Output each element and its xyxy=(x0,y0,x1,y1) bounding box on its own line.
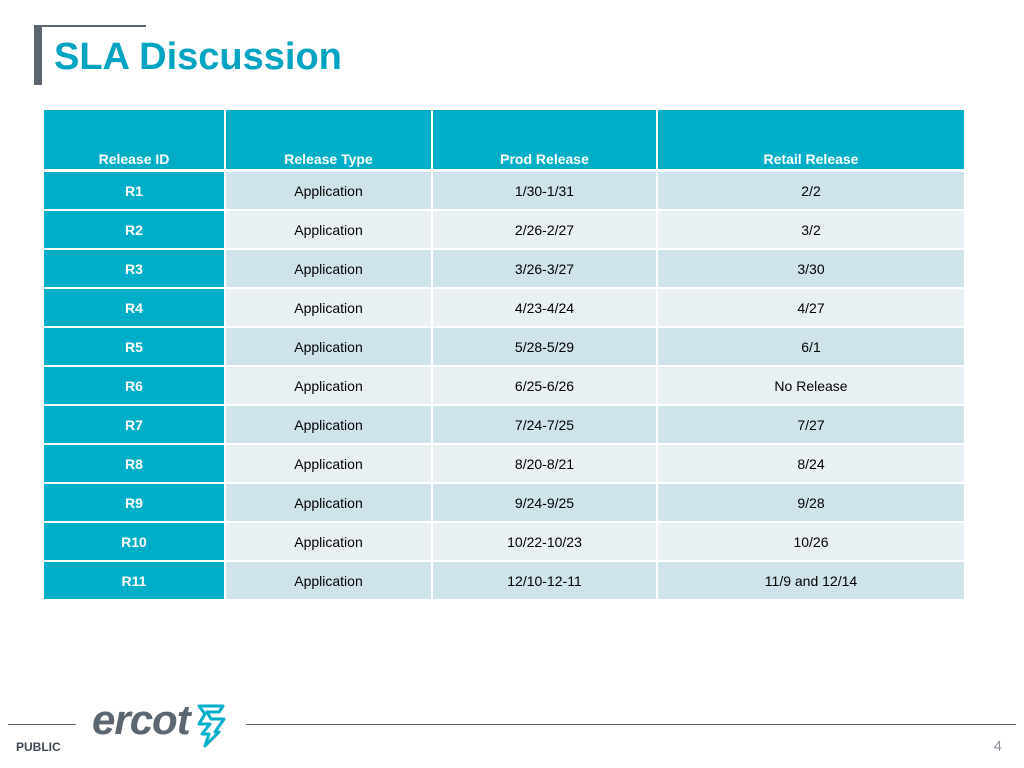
table-row xyxy=(43,483,965,522)
release-id-cell: R9 xyxy=(43,483,225,522)
release-type-cell: Application xyxy=(225,327,432,366)
prod-release-cell: 6/25-6/26 xyxy=(432,366,657,405)
release-type-cell: Application xyxy=(225,522,432,561)
retail-release-cell: 3/2 xyxy=(657,210,965,249)
prod-release-cell: 10/22-10/23 xyxy=(432,522,657,561)
title-accent-line xyxy=(34,25,146,27)
prod-release-cell: 4/23-4/24 xyxy=(432,288,657,327)
header-retail-release: Retail Release xyxy=(657,110,965,171)
page-title: SLA Discussion xyxy=(54,36,342,78)
release-id-cell: R5 xyxy=(43,327,225,366)
prod-release-cell: 7/24-7/25 xyxy=(432,405,657,444)
table-row xyxy=(43,171,965,211)
header-release-id: Release ID xyxy=(43,110,225,171)
retail-release-cell: 7/27 xyxy=(657,405,965,444)
logo-wordmark: ercot xyxy=(92,696,190,743)
release-type-cell: Application xyxy=(225,249,432,288)
release-id-cell: R11 xyxy=(43,561,225,600)
release-id-cell: R4 xyxy=(43,288,225,327)
table-row xyxy=(43,210,965,249)
prod-release-cell: 8/20-8/21 xyxy=(432,444,657,483)
release-type-cell: Application xyxy=(225,561,432,600)
retail-release-cell: 8/24 xyxy=(657,444,965,483)
table-row xyxy=(43,405,965,444)
table-header-row xyxy=(43,110,965,171)
retail-release-cell: 4/27 xyxy=(657,288,965,327)
release-id-cell: R1 xyxy=(43,171,225,211)
retail-release-cell: No Release xyxy=(657,366,965,405)
table-row xyxy=(43,522,965,561)
release-table xyxy=(42,110,966,601)
retail-release-cell: 3/30 xyxy=(657,249,965,288)
table-row xyxy=(43,561,965,600)
retail-release-cell: 6/1 xyxy=(657,327,965,366)
prod-release-cell: 5/28-5/29 xyxy=(432,327,657,366)
prod-release-cell: 12/10-12-11 xyxy=(432,561,657,600)
prod-release-cell: 2/26-2/27 xyxy=(432,210,657,249)
prod-release-cell: 1/30-1/31 xyxy=(432,171,657,211)
texas-star-icon xyxy=(193,702,229,748)
table-row xyxy=(43,249,965,288)
release-id-cell: R10 xyxy=(43,522,225,561)
retail-release-cell: 2/2 xyxy=(657,171,965,211)
release-id-cell: R3 xyxy=(43,249,225,288)
release-type-cell: Application xyxy=(225,171,432,211)
table-row xyxy=(43,327,965,366)
retail-release-cell: 11/9 and 12/14 xyxy=(657,561,965,600)
footer-divider-right xyxy=(246,724,1016,725)
header-prod-release: Prod Release xyxy=(432,110,657,171)
release-type-cell: Application xyxy=(225,444,432,483)
prod-release-cell: 3/26-3/27 xyxy=(432,249,657,288)
release-id-cell: R6 xyxy=(43,366,225,405)
footer-divider-left xyxy=(8,724,76,725)
page-number: 4 xyxy=(993,738,1002,755)
release-id-cell: R7 xyxy=(43,405,225,444)
release-type-cell: Application xyxy=(225,483,432,522)
header-release-type: Release Type xyxy=(225,110,432,171)
release-type-cell: Application xyxy=(225,366,432,405)
table-row xyxy=(43,366,965,405)
classification-label: PUBLIC xyxy=(16,740,61,754)
release-type-cell: Application xyxy=(225,405,432,444)
release-type-cell: Application xyxy=(225,288,432,327)
table-row xyxy=(43,288,965,327)
table-row xyxy=(43,444,965,483)
retail-release-cell: 10/26 xyxy=(657,522,965,561)
title-accent-bar xyxy=(34,25,42,85)
release-type-cell: Application xyxy=(225,210,432,249)
release-id-cell: R8 xyxy=(43,444,225,483)
prod-release-cell: 9/24-9/25 xyxy=(432,483,657,522)
retail-release-cell: 9/28 xyxy=(657,483,965,522)
release-id-cell: R2 xyxy=(43,210,225,249)
ercot-logo xyxy=(92,694,232,754)
